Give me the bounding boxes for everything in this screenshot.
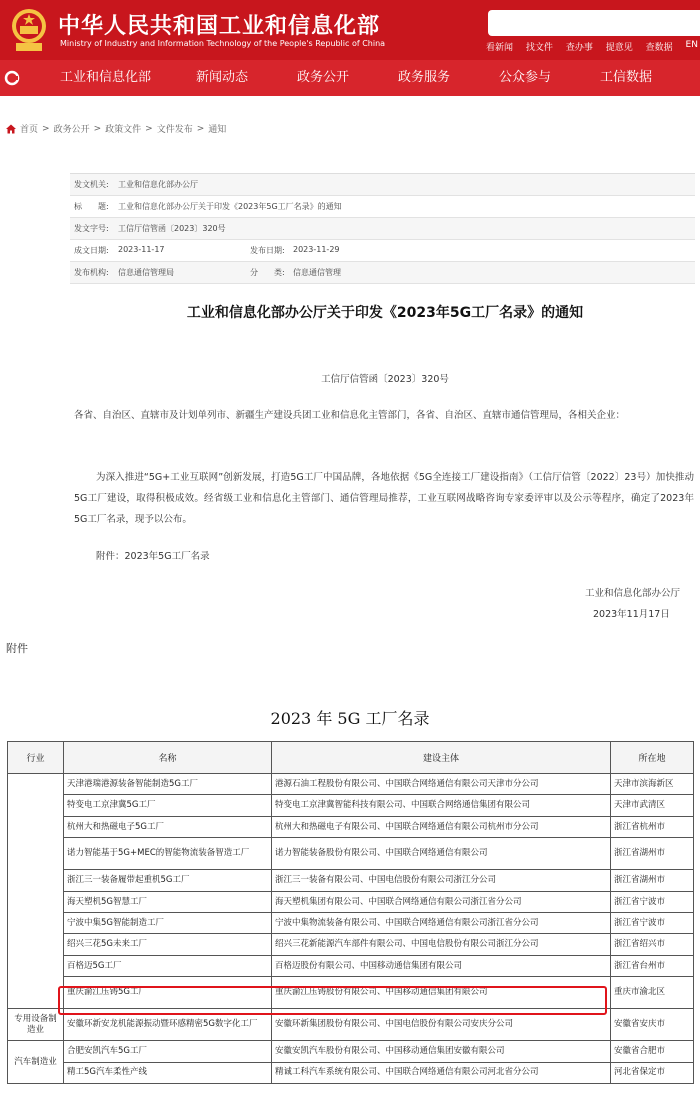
meta-pub-date: 2023-11-29 [293, 245, 340, 254]
breadcrumb [6, 122, 226, 135]
meta-date: 2023-11-17 [118, 245, 165, 254]
factory-location: 重庆市渝北区 [611, 977, 694, 1009]
factory-name: 绍兴三花5G未来工厂 [64, 934, 272, 955]
factory-builder: 百格迈股份有限公司、中国移动通信集团有限公司 [272, 955, 611, 976]
factory-builder: 安徽环新集团股份有限公司、中国电信股份有限公司安庆分公司 [272, 1009, 611, 1041]
factory-location: 浙江省杭州市 [611, 816, 694, 837]
nav-gov-services[interactable]: 政务服务 [398, 70, 451, 85]
factory-location: 浙江省宁波市 [611, 912, 694, 933]
factory-location: 天津市滨海新区 [611, 774, 694, 795]
article-title: 工业和信息化部办公厅关于印发《2023年5G工厂名录》的通知 [186, 305, 584, 321]
meta-label: 标 题: [74, 202, 109, 211]
site-subtitle: Ministry of Industry and Information Technology of the People's Republic of China [60, 39, 386, 48]
breadcrumb-gov[interactable]: 政务公开 [53, 125, 90, 135]
table-row [8, 912, 694, 933]
factory-name: 诺力智能基于5G+MEC的智能物流装备智造工厂 [64, 838, 272, 870]
meta-label: 发布机构: [74, 268, 109, 277]
factory-table [7, 741, 694, 1084]
breadcrumb-separator: > [93, 123, 102, 134]
signature-org: 工业和信息化部办公厅 [585, 588, 681, 599]
breadcrumb-separator: > [145, 123, 153, 134]
factory-location: 安徽省安庆市 [611, 1009, 694, 1041]
factory-builder: 杭州大和热磁电子有限公司、中国联合网络通信有限公司杭州市分公司 [272, 816, 611, 837]
breadcrumb-home[interactable]: 首页 [20, 125, 39, 135]
site-title[interactable]: 中华人民共和国工业和信息化部 [58, 14, 381, 39]
factory-location: 浙江省湖州市 [611, 838, 694, 870]
factory-builder: 宁波中集物流装备有限公司、中国联合网络通信有限公司浙江省分公司 [272, 912, 611, 933]
factory-location: 河北省保定市 [611, 1062, 694, 1083]
nav-gov-affairs[interactable]: 政务公开 [297, 70, 350, 85]
factory-builder: 安徽安凯汽车股份有限公司、中国移动通信集团安徽有限公司 [272, 1041, 611, 1062]
nav-public[interactable]: 公众参与 [499, 70, 552, 85]
nav-miit[interactable]: 工业和信息化部 [60, 70, 152, 85]
factory-name: 百格迈5G工厂 [64, 955, 272, 976]
annex-title: 2023 年 5G 工厂名录 [270, 709, 430, 728]
factory-location: 浙江省台州市 [611, 955, 694, 976]
table-row [8, 870, 694, 891]
factory-location: 天津市武清区 [611, 795, 694, 816]
industry-cell [8, 774, 64, 1009]
table-row [8, 1041, 694, 1062]
factory-name: 重庆渝江压铸5G工厂 [64, 977, 272, 1009]
quick-link-feedback[interactable]: 提意见 [605, 43, 633, 53]
table-row [8, 1062, 694, 1083]
meta-docno: 工信厅信管函〔2023〕320号 [118, 224, 226, 233]
factory-name: 特变电工京津冀5G工厂 [64, 795, 272, 816]
factory-name: 合肥安凯汽车5G工厂 [64, 1041, 272, 1062]
meta-title: 工业和信息化部办公厅关于印发《2023年5G工厂名录》的通知 [118, 202, 342, 211]
meta-category: 信息通信管理 [293, 268, 341, 277]
header-builder: 建设主体 [272, 742, 611, 774]
factory-builder: 港源石油工程股份有限公司、中国联合网络通信有限公司天津市分公司 [272, 774, 611, 795]
industry-cell: 专用设备制造业 [8, 1009, 64, 1041]
nav-data[interactable]: 工信数据 [600, 70, 653, 85]
signature-date: 2023年11月17日 [593, 609, 670, 620]
factory-name: 海天塑机5G智慧工厂 [64, 891, 272, 912]
article-addressee: 各省、自治区、直辖市及计划单列市、新疆生产建设兵团工业和信息化主管部门，各省、自治区、直辖市通信管理局，各相关企业： [74, 410, 626, 421]
factory-builder: 诺力智能装备股份有限公司、中国联合网络通信有限公司 [272, 838, 611, 870]
quick-link-news[interactable]: 看新闻 [486, 43, 514, 53]
factory-name: 天津港瑞港源装备智能制造5G工厂 [64, 774, 272, 795]
meta-row-docno [70, 218, 695, 240]
nav-news[interactable]: 新闻动态 [196, 70, 249, 85]
breadcrumb-policy[interactable]: 政策文件 [105, 125, 142, 135]
meta-row-org [70, 262, 695, 284]
header-name: 名称 [64, 742, 272, 774]
meta-row-title [70, 196, 695, 218]
highlight-box [58, 986, 607, 1015]
meta-label: 成文日期: [74, 246, 109, 255]
factory-builder: 海天塑机集团有限公司、中国联合网络通信有限公司浙江省分公司 [272, 891, 611, 912]
quick-link-english[interactable]: EN [685, 40, 698, 50]
factory-builder: 精诚工科汽车系统有限公司、中国联合网络通信有限公司河北省分公司 [272, 1062, 611, 1083]
meta-label: 发布日期: [250, 246, 285, 255]
factory-location: 安徽省合肥市 [611, 1041, 694, 1062]
article-attachment-note[interactable]: 附件：2023年5G工厂名录 [96, 551, 210, 562]
factory-location: 浙江省绍兴市 [611, 934, 694, 955]
main-nav [0, 60, 700, 96]
table-header-row [8, 742, 694, 774]
factory-builder: 浙江三一装备有限公司、中国电信股份有限公司浙江分公司 [272, 870, 611, 891]
meta-label: 分 类: [250, 268, 285, 277]
meta-row-dates [70, 240, 695, 262]
factory-builder: 特变电工京津冀智能科技有限公司、中国联合网络通信集团有限公司 [272, 795, 611, 816]
article-body: 为深入推进“5G+工业互联网”创新发展，打造5G工厂中国品牌，各地依据《5G全连接工厂建设指南》（工信厅信管〔2022〕23号）加快推动5G工厂建设，取得积极成效。经省级工业和信息化主管部门、通信管理局推荐，工业互联网战略咨询专家委评审以及公示等程序，确定了2023年5G工厂名录，现予以公布。 [74, 472, 694, 525]
factory-builder: 重庆渝江压铸股份有限公司、中国移动通信集团有限公司 [272, 977, 611, 1009]
meta-label: 发文机关: [74, 180, 109, 189]
factory-name: 宁波中集5G智能制造工厂 [64, 912, 272, 933]
quick-link-data[interactable]: 查数据 [645, 43, 673, 53]
factory-location: 浙江省宁波市 [611, 891, 694, 912]
table-row [8, 955, 694, 976]
quick-link-files[interactable]: 找文件 [525, 43, 553, 53]
factory-builder: 绍兴三花新能源汽车部件有限公司、中国电信股份有限公司浙江分公司 [272, 934, 611, 955]
document-meta [70, 173, 695, 284]
meta-row-issuer [70, 174, 695, 196]
table-row [8, 795, 694, 816]
table-row [8, 891, 694, 912]
quick-links [486, 40, 700, 53]
factory-name: 杭州大和热磁电子5G工厂 [64, 816, 272, 837]
table-row [8, 934, 694, 955]
quick-link-services[interactable]: 查办事 [565, 43, 593, 53]
factory-name: 安徽环新安龙机能源振动暨环感精密5G数字化工厂 [64, 1009, 272, 1041]
breadcrumb-separator: > [42, 123, 50, 134]
industry-cell: 汽车制造业 [8, 1041, 64, 1084]
site-header [0, 0, 700, 60]
breadcrumb-release[interactable]: 文件发布 [156, 125, 193, 135]
header-industry: 行业 [8, 742, 64, 774]
meta-org: 信息通信管理局 [118, 268, 174, 277]
meta-label: 发文字号: [74, 224, 109, 233]
breadcrumb-notice[interactable]: 通知 [208, 125, 227, 135]
home-logo-icon[interactable] [0, 60, 30, 96]
table-row [8, 774, 694, 795]
table-row [8, 838, 694, 870]
search-input[interactable] [488, 10, 700, 36]
factory-location: 浙江省湖州市 [611, 870, 694, 891]
factory-name: 精工5G汽车柔性产线 [64, 1062, 272, 1083]
table-row [8, 816, 694, 837]
attachment-heading: 附件 [6, 642, 28, 655]
breadcrumb-separator: > [196, 123, 205, 134]
meta-issuer: 工业和信息化部办公厅 [118, 180, 198, 189]
article-docno: 工信厅信管函〔2023〕320号 [321, 374, 449, 385]
national-emblem-icon[interactable] [8, 6, 50, 54]
header-location: 所在地 [611, 742, 694, 774]
factory-name: 浙江三一装备履带起重机5G工厂 [64, 870, 272, 891]
home-icon [6, 124, 16, 134]
